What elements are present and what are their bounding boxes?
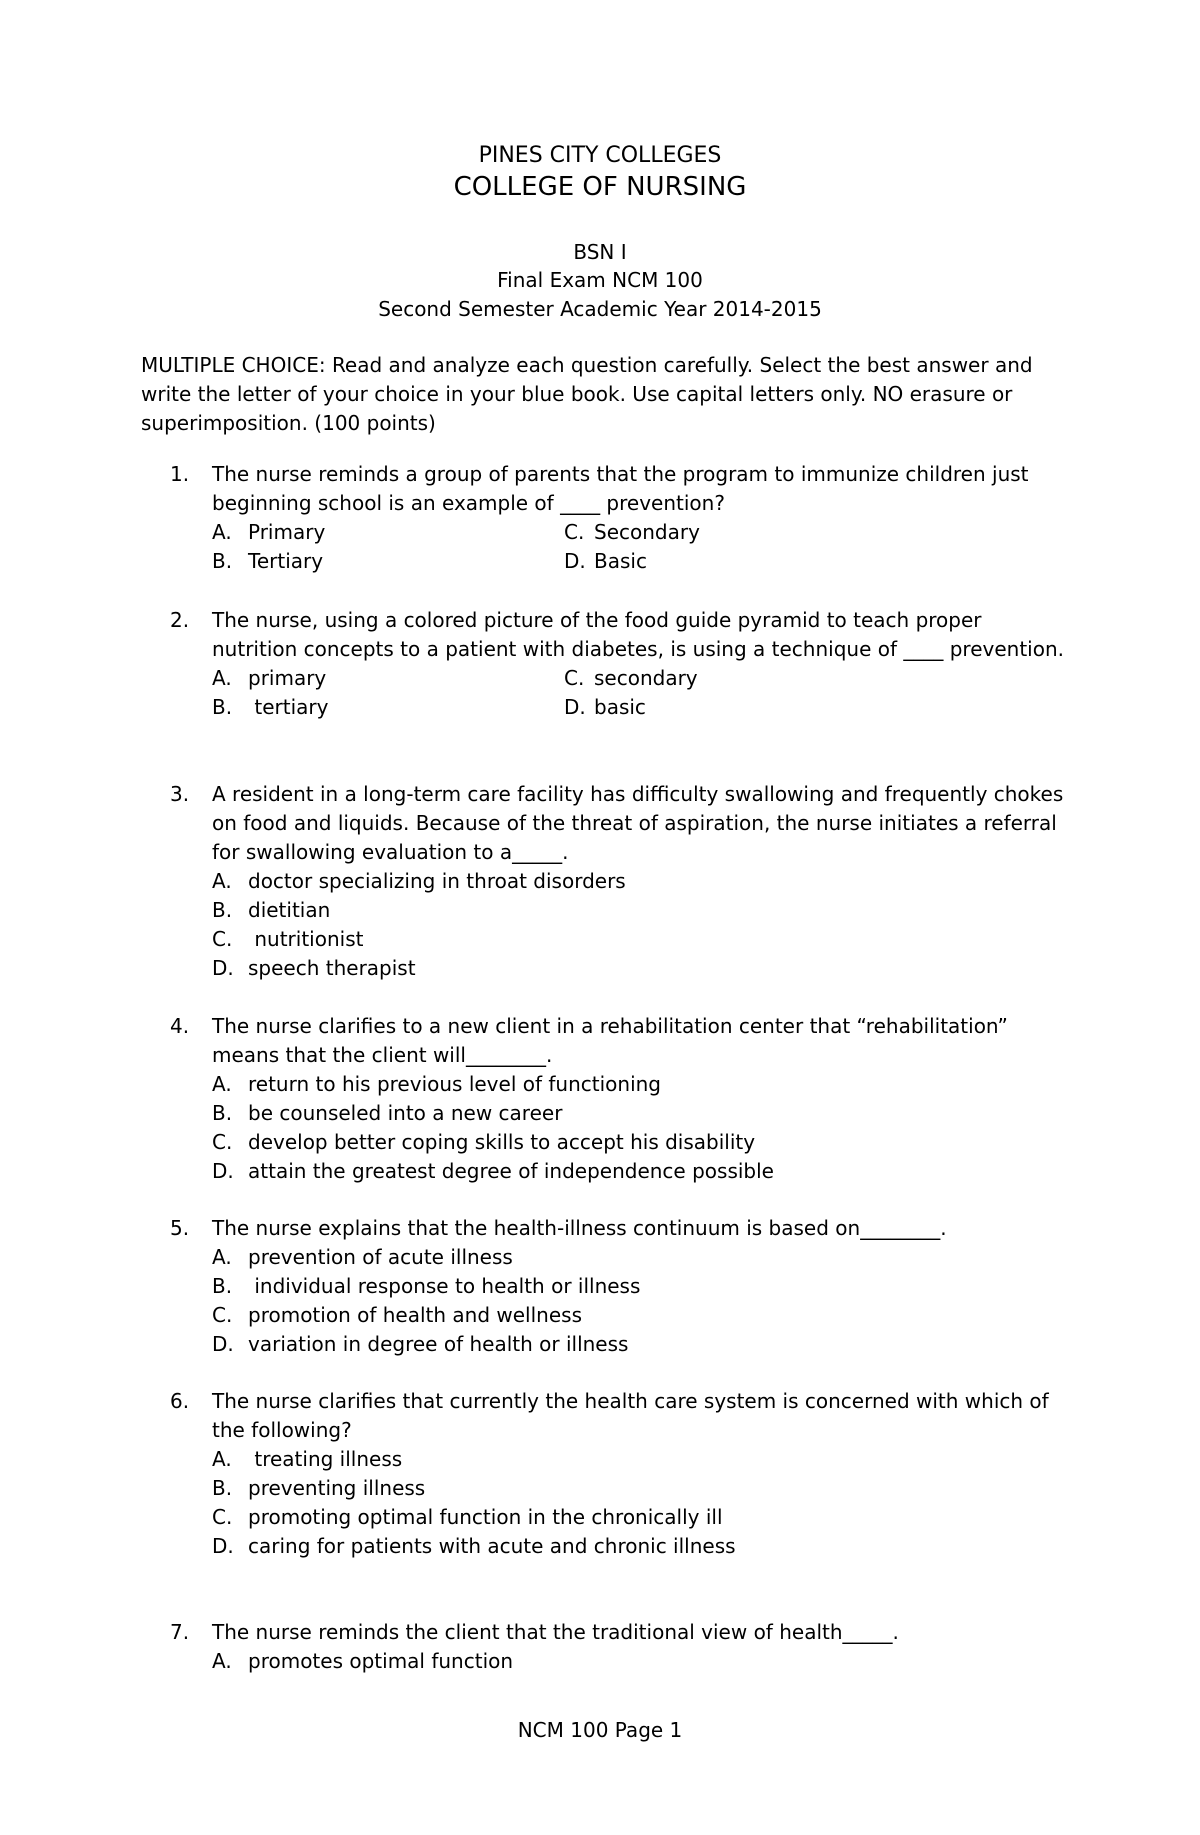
options-list: [212, 867, 1070, 983]
question-number: 3.: [170, 782, 190, 806]
question-5: [170, 1214, 1070, 1359]
option-d: D. speech therapist: [212, 956, 416, 980]
option-d: D. basic: [564, 695, 646, 719]
question-number: 5.: [170, 1216, 190, 1240]
option-a: A. return to his previous level of functioning: [212, 1072, 661, 1096]
option-b: B. be counseled into a new career: [212, 1101, 563, 1125]
exam-title: Final Exam NCM 100: [497, 268, 703, 292]
question-number: 6.: [170, 1389, 190, 1413]
question-6: [170, 1387, 1070, 1561]
question-text: The nurse, using a colored picture of the food guide pyramid to teach proper nutrition concepts to a patient with diabetes, is using a technique of ____ prevention.: [212, 608, 1064, 661]
options-list: [212, 1445, 1070, 1561]
option-b: B. Tertiary: [212, 549, 324, 573]
question-1: [170, 460, 1070, 576]
page-footer: NCM 100 Page 1: [517, 1718, 683, 1742]
semester-line: Second Semester Academic Year 2014-2015: [378, 297, 822, 321]
question-text: The nurse clarifies to a new client in a rehabilitation center that “rehabilitation” means that the client will________.: [212, 1014, 1008, 1067]
option-a: A. Primary: [212, 520, 326, 544]
institution-name: PINES CITY COLLEGES: [478, 143, 722, 168]
instructions: MULTIPLE CHOICE: Read and analyze each question carefully. Select the best answer and write the letter of your choice in your blue book. Use capital letters only. NO erasure or superimposition. (100 points): [141, 353, 1033, 435]
option-b: B. preventing illness: [212, 1476, 426, 1500]
option-c: C. secondary: [564, 666, 698, 690]
question-text: The nurse clarifies that currently the health care system is concerned with which of the following?: [212, 1389, 1049, 1442]
college-name: COLLEGE OF NURSING: [453, 172, 747, 202]
option-c: C. nutritionist: [212, 927, 364, 951]
question-text: The nurse reminds the client that the traditional view of health_____.: [212, 1620, 899, 1644]
options-list: [212, 1243, 1070, 1359]
option-c: C. promotion of health and wellness: [212, 1303, 582, 1327]
option-b: B. individual response to health or illness: [212, 1274, 641, 1298]
question-text: The nurse explains that the health-illness continuum is based on________.: [212, 1216, 947, 1240]
option-a: A. treating illness: [212, 1447, 403, 1471]
option-d: D. variation in degree of health or illness: [212, 1332, 629, 1356]
question-7: [170, 1618, 1070, 1676]
option-d: D. attain the greatest degree of independence possible: [212, 1159, 774, 1183]
option-d: D. caring for patients with acute and chronic illness: [212, 1534, 736, 1558]
options-list: [212, 1070, 1070, 1186]
option-b: B. dietitian: [212, 898, 331, 922]
question-text: A resident in a long-term care facility has difficulty swallowing and frequently chokes on food and liquids. Because of the threat of aspiration, the nurse initiates a referral for swallowing evaluation to a_____.: [212, 782, 1064, 864]
question-number: 1.: [170, 462, 190, 486]
options-list: [212, 1647, 1070, 1676]
question-number: 2.: [170, 608, 190, 632]
option-b: B. tertiary: [212, 695, 329, 719]
question-text: The nurse reminds a group of parents that the program to immunize children just beginning school is an example of ____ prevention?: [212, 462, 1029, 515]
option-c: C. Secondary: [564, 520, 700, 544]
question-number: 7.: [170, 1620, 190, 1644]
options-grid: [212, 518, 1070, 576]
question-number: 4.: [170, 1014, 190, 1038]
course-level: BSN I: [573, 240, 627, 264]
option-a: A. promotes optimal function: [212, 1649, 514, 1673]
options-grid: [212, 664, 1070, 722]
option-a: A. doctor specializing in throat disorders: [212, 869, 626, 893]
question-3: [170, 780, 1070, 983]
question-4: [170, 1012, 1070, 1186]
option-a: A. prevention of acute illness: [212, 1245, 513, 1269]
question-2: [170, 606, 1070, 722]
option-d: D. Basic: [564, 549, 647, 573]
option-c: C. develop better coping skills to accept his disability: [212, 1130, 756, 1154]
option-c: C. promoting optimal function in the chronically ill: [212, 1505, 723, 1529]
option-a: A. primary: [212, 666, 327, 690]
